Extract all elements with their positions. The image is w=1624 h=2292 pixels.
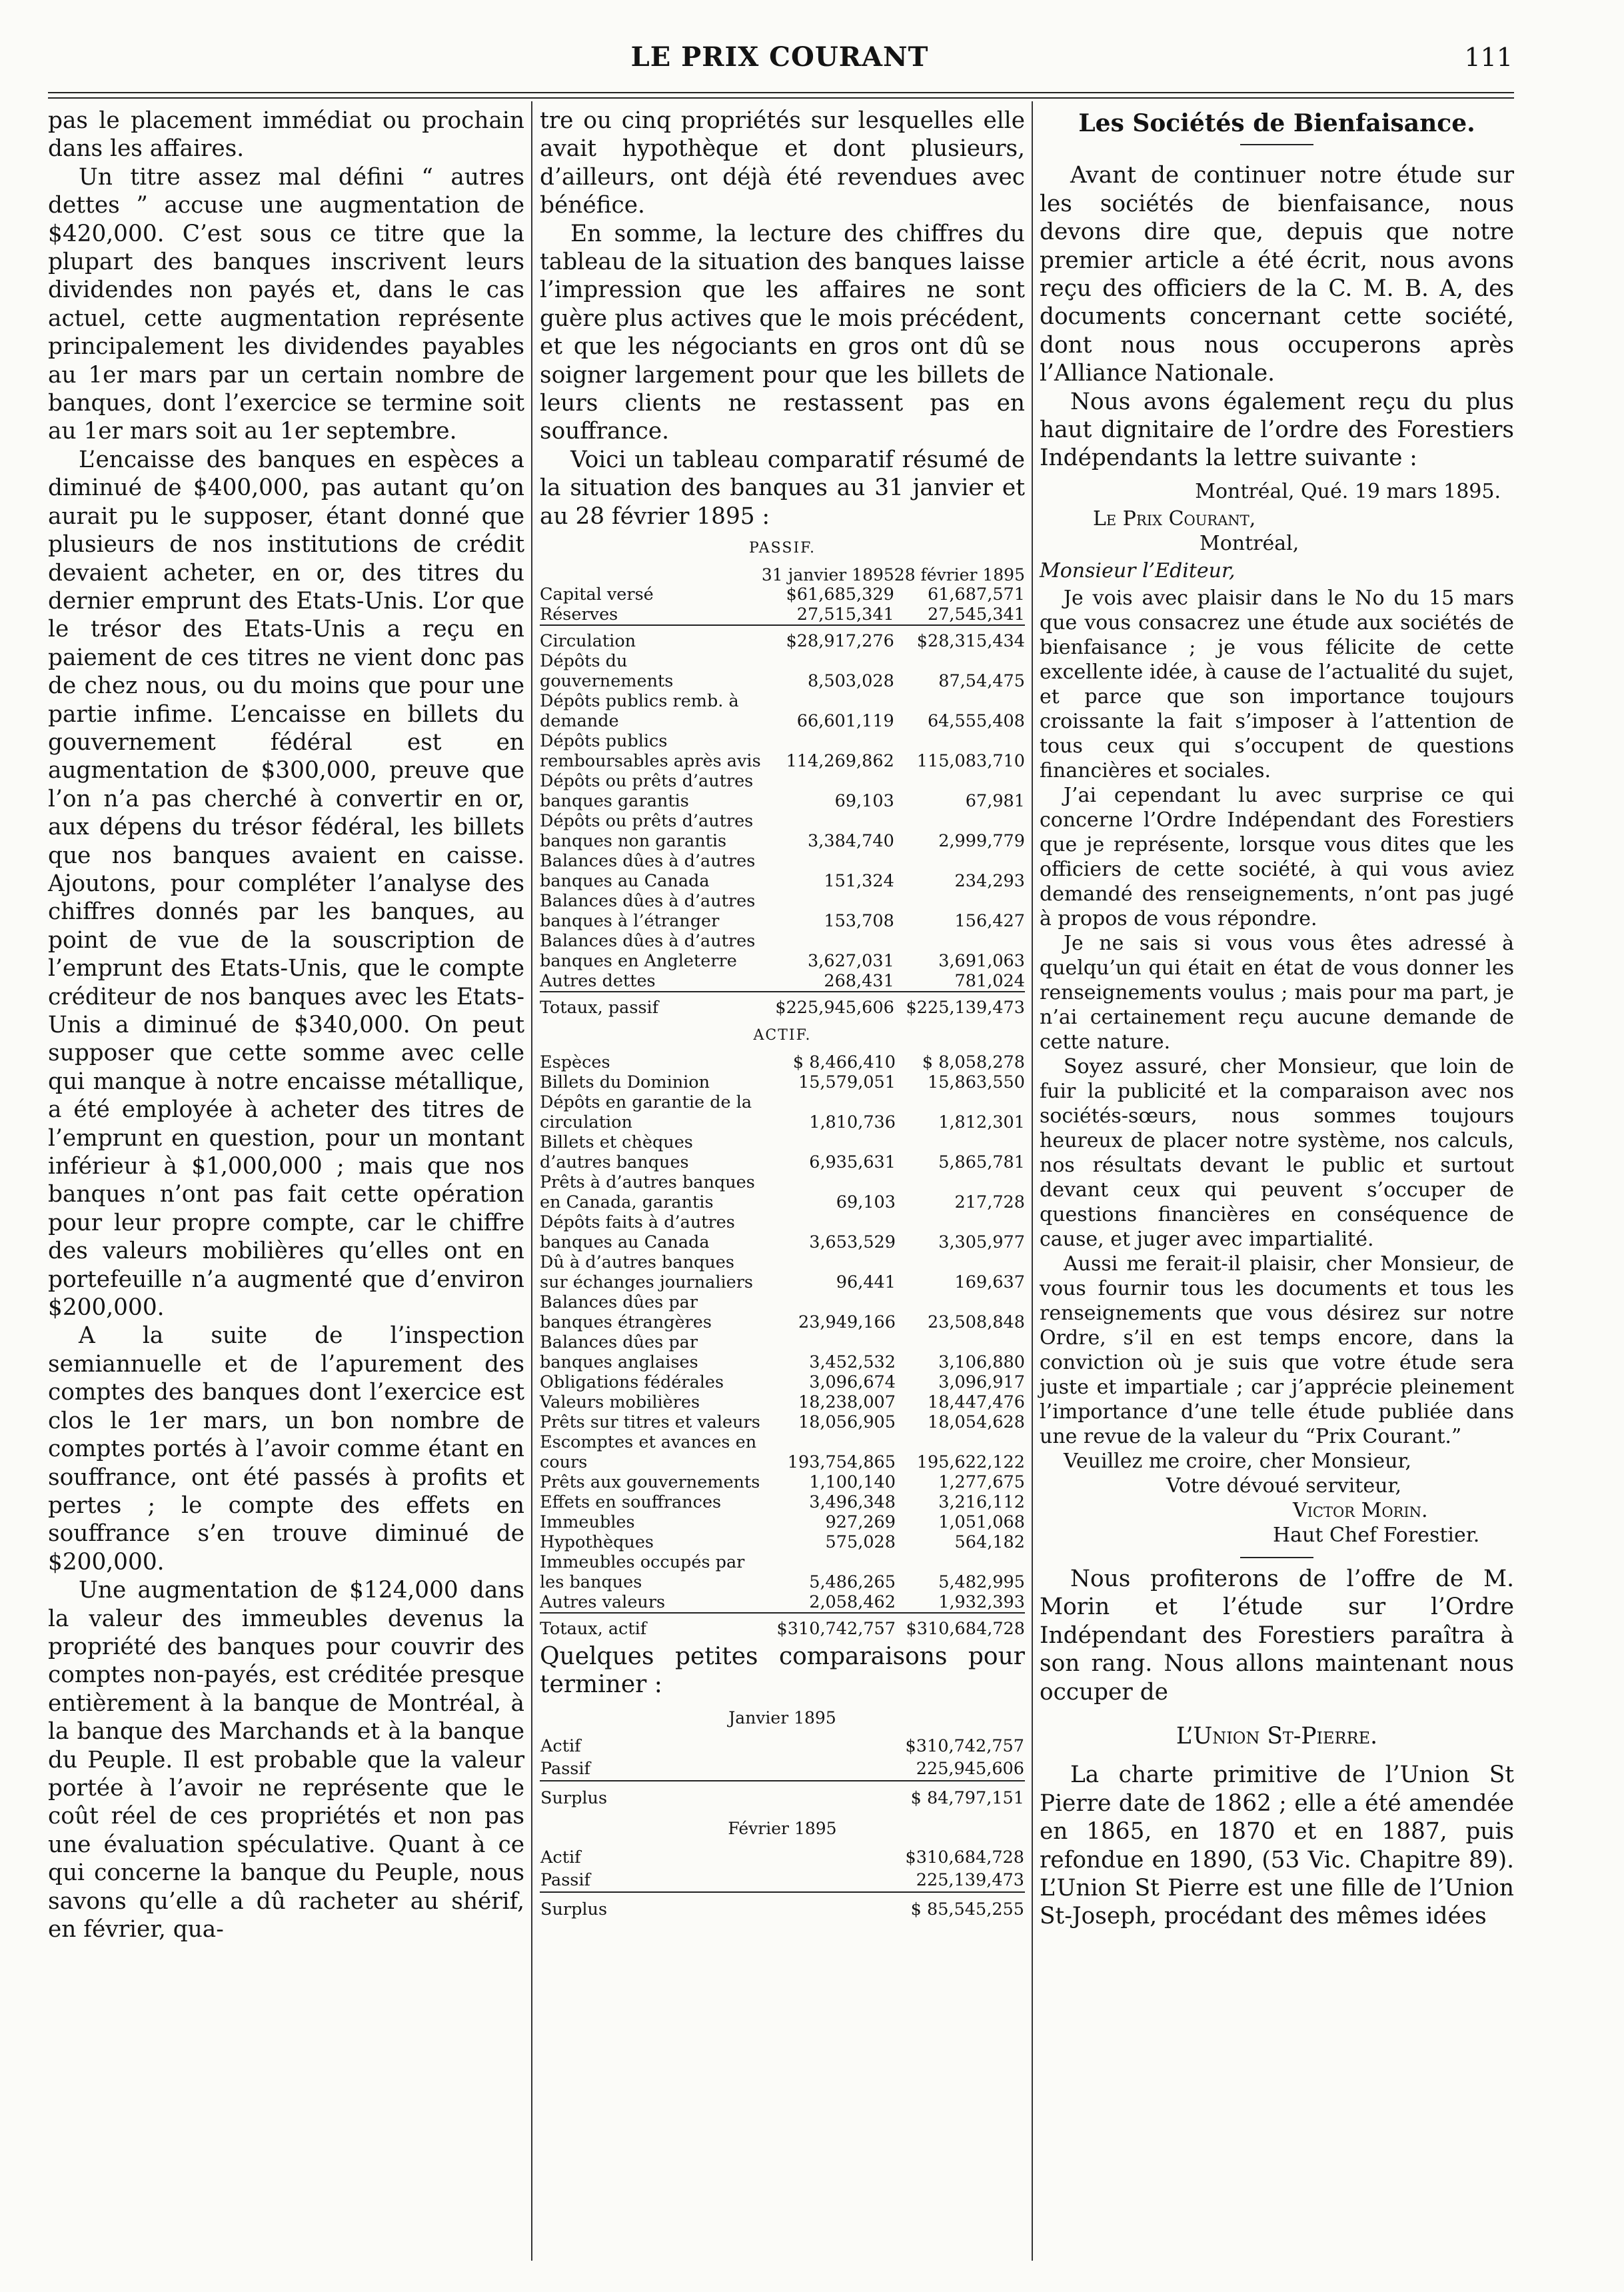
- value-january: 151,324: [824, 870, 894, 891]
- table-row: [540, 1735, 1025, 1757]
- paragraph: Nous avons également reçu du plus haut dignitaire de l’ordre des Forestiers Indépendants la lettre suivante :: [1040, 388, 1514, 472]
- table-row: [540, 1332, 1025, 1372]
- value-january: 268,431: [824, 970, 894, 991]
- row-label: Totaux, actif: [540, 1618, 647, 1639]
- letter-closing: Votre dévoué serviteur,: [1166, 1474, 1401, 1498]
- row-label: Actif: [540, 1736, 581, 1757]
- value-january: 1,810,736: [809, 1112, 896, 1132]
- row-label: Dû à d’autres banques sur échanges journaliers: [540, 1252, 754, 1292]
- value-february: 1,051,068: [938, 1512, 1025, 1532]
- row-value: $ 84,797,151: [910, 1788, 1024, 1809]
- value-february: 1,812,301: [938, 1112, 1025, 1132]
- value-january: 3,496,348: [809, 1492, 896, 1512]
- value-february: 23,508,848: [927, 1312, 1025, 1332]
- table-row: [540, 584, 1025, 604]
- table-row: [540, 1092, 1025, 1132]
- value-february: 87,54,475: [938, 670, 1025, 691]
- row-label: Dépôts ou prêts d’autres banques non garantis: [540, 810, 754, 851]
- value-february: 1,277,675: [938, 1472, 1025, 1492]
- value-january: 5,486,265: [809, 1572, 896, 1592]
- table-row: [540, 891, 1025, 931]
- divider: [1240, 1557, 1313, 1558]
- value-january: $ 8,466,410: [792, 1052, 896, 1072]
- value-february: 5,865,781: [938, 1152, 1025, 1172]
- value-january: 3,452,532: [809, 1352, 896, 1372]
- value-february: $28,315,434: [916, 630, 1025, 651]
- letter-signature: Victor Morin.: [1293, 1498, 1428, 1522]
- table-row: [540, 1172, 1025, 1212]
- table-row: [540, 651, 1025, 691]
- passif-caption: PASSIF.: [749, 540, 816, 557]
- row-label: Prêts aux gouvernements: [540, 1472, 760, 1492]
- value-february: 27,545,341: [927, 604, 1025, 624]
- comparison-subheading: Février 1895: [728, 1819, 837, 1839]
- table-rule: [540, 1781, 1025, 1787]
- table-row: [540, 1392, 1025, 1412]
- letter-signer-title: Haut Chef Forestier.: [1273, 1523, 1480, 1547]
- value-january: 8,503,028: [808, 670, 894, 691]
- value-february: $310,684,728: [906, 1618, 1025, 1639]
- value-january: 69,103: [834, 790, 894, 811]
- surplus-row: [540, 1898, 1025, 1921]
- paragraph: En somme, la lecture des chiffres du tableau de la situation des banques laisse l’impression que les affaires ne sont guère plus actives que le mois précédent, et que les négociants en gros ont dû se soigner largement pour que les billets de leurs clients ne restassent pas en souffrance.: [540, 220, 1025, 445]
- table-row: [540, 1846, 1025, 1869]
- table-row: [540, 1412, 1025, 1432]
- row-label: Circulation: [540, 630, 636, 651]
- value-january: 193,754,865: [787, 1452, 896, 1472]
- comparison-title: Quelques petites comparaisons pour terminer :: [540, 1642, 1025, 1698]
- row-label: Obligations fédérales: [540, 1372, 724, 1392]
- actif-caption: ACTIF.: [753, 1026, 812, 1044]
- table-row: [540, 1592, 1025, 1613]
- letter-paragraph: Veuillez me croire, cher Monsieur,: [1064, 1449, 1412, 1473]
- row-value: 225,945,606: [916, 1759, 1024, 1779]
- value-february: 5,482,995: [938, 1572, 1025, 1592]
- row-label: Hypothèques: [540, 1532, 654, 1552]
- table-row: [540, 604, 1025, 625]
- table-row: [540, 1552, 1025, 1592]
- bank-statement-table: [540, 1052, 1025, 1639]
- comparison-table: [540, 1735, 1025, 1809]
- letter-salutation: Monsieur l’Editeur,: [1040, 559, 1235, 582]
- column-1: [48, 107, 524, 1943]
- value-january: 1,100,140: [809, 1472, 896, 1492]
- value-january: 96,441: [836, 1272, 896, 1292]
- value-january: 6,935,631: [809, 1152, 896, 1172]
- bank-statement-table: [540, 566, 1025, 1018]
- row-label: Réserves: [540, 604, 618, 624]
- row-label: Dépôts en garantie de la circulation: [540, 1092, 752, 1132]
- table-row: [540, 731, 1025, 771]
- row-label: Balances dûes par banques étrangères: [540, 1292, 712, 1332]
- value-january: $310,742,757: [776, 1618, 896, 1639]
- value-february: 217,728: [954, 1192, 1025, 1212]
- value-february: 195,622,122: [916, 1452, 1025, 1472]
- value-february: 781,024: [954, 970, 1025, 991]
- value-january: 27,515,341: [796, 604, 894, 624]
- value-february: $ 8,058,278: [922, 1052, 1025, 1072]
- table-row: [540, 1072, 1025, 1092]
- value-january: 18,238,007: [798, 1392, 896, 1412]
- header-rule: [48, 92, 1514, 93]
- row-label: Effets en souffrances: [540, 1492, 722, 1512]
- row-label: Billets du Dominion: [540, 1072, 710, 1092]
- value-february: 64,555,408: [927, 710, 1025, 731]
- row-label: Escomptes et avances en cours: [540, 1432, 757, 1472]
- value-january: 23,949,166: [798, 1312, 896, 1332]
- paragraph: tre ou cinq propriétés sur lesquelles elle avait hypothèque et dont plusieurs, d’ailleurs, ont déjà été revendues avec bénéfice.: [540, 107, 1025, 219]
- value-february: 18,054,628: [927, 1412, 1025, 1432]
- table-row: [540, 851, 1025, 891]
- table-row: [540, 1292, 1025, 1332]
- table-row: [540, 1869, 1025, 1892]
- column-2: [540, 107, 1025, 1921]
- value-february: 564,182: [954, 1532, 1025, 1552]
- table-row: [540, 771, 1025, 811]
- value-february: 169,637: [954, 1272, 1025, 1292]
- value-january: 2,058,462: [809, 1592, 896, 1612]
- table-row: [540, 1757, 1025, 1781]
- total-row: [540, 998, 1025, 1018]
- surplus-row: [540, 1787, 1025, 1809]
- row-label: Balances dûes à d’autres banques au Canada: [540, 850, 756, 891]
- value-february: $225,139,473: [906, 997, 1025, 1018]
- table-row: [540, 1512, 1025, 1532]
- paragraph: Une augmentation de $124,000 dans la valeur des immeubles devenus la propriété des banques pour couvrir des comptes non-payés, est créditée presque entièrement à la banque de Montréal, à la banque des Marchands et à la banque du Peuple. Il est probable que la valeur portée à l’avoir ne représente que le coût réel de ces propriétés et non pas une évaluation spéculative. Quant à ce qui concerne la banque du Peuple, nous savons qu’elle a dû racheter au shérif, en février, qua-: [48, 1577, 524, 1943]
- value-january: 3,096,674: [809, 1372, 896, 1392]
- row-value: $310,684,728: [905, 1847, 1024, 1867]
- comparison-table: [540, 1846, 1025, 1921]
- divider: [1240, 144, 1313, 145]
- value-february: 3,216,112: [938, 1492, 1025, 1512]
- paragraph: A la suite de l’inspection semiannuelle et de l’apurement des comptes des banques dont l’exercice est clos le 1er mars, un bon nombre de comptes portés à l’avoir comme étant en souffrance, ont été passés à profits et pertes ; le compte des effets en souffrance s’en trouve diminué de $200,000.: [48, 1322, 524, 1576]
- value-february: 156,427: [954, 910, 1025, 931]
- value-january: 927,269: [825, 1512, 896, 1532]
- row-label: Balances dûes à d’autres banques à l’étranger: [540, 890, 756, 931]
- row-label: Espèces: [540, 1052, 610, 1072]
- table-row: [540, 1532, 1025, 1552]
- section-title: Les Sociétés de Bienfaisance.: [1078, 109, 1475, 137]
- value-february: 234,293: [954, 870, 1025, 891]
- value-february: 2,999,779: [938, 830, 1025, 851]
- value-january: 3,384,740: [808, 830, 894, 851]
- table-row: [540, 1432, 1025, 1472]
- table-rule: [540, 1892, 1025, 1898]
- value-february: 15,863,550: [927, 1072, 1025, 1092]
- value-january: 114,269,862: [786, 750, 894, 771]
- row-label: Balances dûes à d’autres banques en Angleterre: [540, 930, 756, 971]
- total-row: [540, 1619, 1025, 1639]
- comparison-subheading: Janvier 1895: [728, 1708, 836, 1727]
- subsection-title: L’Union St-Pierre.: [1176, 1722, 1378, 1749]
- value-february: 115,083,710: [916, 750, 1025, 771]
- column-divider: [531, 101, 532, 2261]
- value-february: 3,691,063: [938, 950, 1025, 971]
- letter-paragraph: J’ai cependant lu avec surprise ce qui concerne l’Ordre Indépendant des Forestiers que je représente, lorsque vous dites que les officiers de cette société, à qui vous aviez demandé des renseignements, n’ont pas jugé à propos de vous répondre.: [1040, 783, 1514, 930]
- table-header-row: [540, 566, 1025, 584]
- row-label: Passif: [540, 1759, 590, 1779]
- table-row: [540, 1212, 1025, 1252]
- table-row: [540, 971, 1025, 992]
- letter-paragraph: Je vois avec plaisir dans le No du 15 mars que vous consacrez une étude aux sociétés de bienfaisance ; je vous félicite de cette excellente idée, à cause de l’actualité du sujet, et parce que son importance toujours croissante la fait s’imposer à l’attention de tous ceux qui s’occupent de questions financières et sociales.: [1040, 586, 1514, 782]
- row-label: Prêts sur titres et valeurs: [540, 1412, 760, 1432]
- letter-paragraph: Je ne sais si vous vous êtes adressé à quelqu’un qui était en état de vous donner les renseignements voulus ; mais pour ma part, je n’ai certainement reçu aucune demande de cette nature.: [1040, 931, 1514, 1054]
- table-row: [540, 1252, 1025, 1292]
- table-rule: [540, 992, 1025, 998]
- column-3: [1040, 107, 1514, 1931]
- value-january: 66,601,119: [796, 710, 894, 731]
- value-february: 3,096,917: [938, 1372, 1025, 1392]
- row-label: Immeubles: [540, 1512, 635, 1532]
- value-february: 3,106,880: [938, 1352, 1025, 1372]
- paragraph: Un titre assez mal défini “ autres dettes ” accuse une augmentation de $420,000. C’est sous ce titre que la plupart des banques inscrivent leurs dividendes non payés et, dans le cas actuel, cette augmentation représente principalement les dividendes payables au 1er mars par un certain nombre de banques, dont l’exercice se termine soit au 1er mars soit au 1er septembre.: [48, 163, 524, 445]
- row-label: Prêts à d’autres banques en Canada, garantis: [540, 1172, 755, 1212]
- letter: [1040, 479, 1514, 1548]
- letter-dateline: Montréal, Qué. 19 mars 1895.: [1195, 479, 1501, 503]
- value-january: $28,917,276: [786, 630, 894, 651]
- table-row: [540, 1132, 1025, 1172]
- row-value: $ 85,545,255: [910, 1899, 1024, 1919]
- table-row: [540, 811, 1025, 851]
- table-row: [540, 1472, 1025, 1492]
- value-january: 69,103: [836, 1192, 896, 1212]
- row-label: Billets et chèques d’autres banques: [540, 1132, 693, 1172]
- page-number: 111: [1464, 43, 1513, 72]
- value-january: 18,056,905: [798, 1412, 896, 1432]
- letter-recipient-city: Montréal,: [1200, 531, 1299, 555]
- value-january: $61,685,329: [786, 584, 894, 604]
- table-row: [540, 931, 1025, 971]
- value-february: 67,981: [965, 790, 1025, 811]
- paragraph: L’encaisse des banques en espèces a diminué de $400,000, pas autant qu’on aurait pu le supposer, étant donné que plusieurs de nos institutions de crédit devaient acheter, en or, des titres du dernier emprunt des Etats-Unis. L’or que le trésor des Etats-Unis a reçu en paiement de ces titres ne vient donc pas de chez nous, ou du moins que pour une partie infime. L’encaisse en billets du gouvernement fédéral est en augmentation de $300,000, preuve que l’on n’a pas cherché à convertir en or, aux dépens du trésor fédéral, les billets que nos banques avaient en caisse. Ajoutons, pour compléter l’analyse des chiffres donnés par les banques, au point de vue de la souscription de l’emprunt des Etats-Unis, que le compte créditeur de nos banques avec les Etats-Unis a diminué de $340,000. On peut supposer que cette somme avec celle qui manque à notre encaisse métallique, a été employée à acheter des titres de l’emprunt en question, pour un montant inférieur à $1,000,000 ; mais que nos banques n’ont pas fait cette opération pour leur propre compte, car le chiffre des valeurs mobilières qu’elles ont en portefeuille n’a augmenté que d’environ $200,000.: [48, 446, 524, 1322]
- paragraph: Avant de continuer notre étude sur les sociétés de bienfaisance, nous devons dire que, depuis que notre premier article a été écrit, nous avons reçu des officiers de la C. M. B. A, des documents concernant cette société, dont nous nous occuperons après l’Alliance Nationale.: [1040, 162, 1514, 387]
- table-row: [540, 1052, 1025, 1072]
- value-february: 61,687,571: [927, 584, 1025, 604]
- row-value: 225,139,473: [916, 1869, 1024, 1890]
- value-february: 18,447,476: [927, 1392, 1025, 1412]
- letter-paragraph: Aussi me ferait-il plaisir, cher Monsieur, de vous fournir tous les documents et tous les renseignements que vous désirez sur notre Ordre, s’il en est temps encore, dans la conviction où je suis que votre étude sera juste et impartiale ; car j’apprécie pleinement l’importance d’une telle étude publiée dans une revue de la valeur du “Prix Courant.”: [1040, 1252, 1514, 1448]
- paragraph: pas le placement immédiat ou prochain dans les affaires.: [48, 107, 524, 163]
- journal-title: LE PRIX COURANT: [630, 41, 929, 73]
- value-january: $225,945,606: [775, 997, 894, 1018]
- row-label: Immeubles occupés par les banques: [540, 1552, 745, 1592]
- row-label: Surplus: [540, 1788, 608, 1809]
- value-january: 153,708: [824, 910, 894, 931]
- row-label: Balances dûes par banques anglaises: [540, 1332, 698, 1372]
- table-row: [540, 1492, 1025, 1512]
- row-label: Dépôts publics remboursables après avis: [540, 730, 761, 771]
- value-february: 3,305,977: [938, 1232, 1025, 1252]
- table-rule: [540, 625, 1025, 631]
- paragraph: Voici un tableau comparatif résumé de la situation des banques au 31 janvier et au 28 février 1895 :: [540, 446, 1025, 530]
- row-label: Dépôts du gouvernements: [540, 650, 674, 691]
- column-header: 28 février 1895: [894, 565, 1025, 584]
- row-label: Autres valeurs: [540, 1592, 666, 1612]
- value-february: 1,932,393: [938, 1592, 1025, 1612]
- row-label: Totaux, passif: [540, 997, 659, 1018]
- row-label: Capital versé: [540, 584, 654, 604]
- page-header: [47, 41, 1513, 81]
- row-label: Dépôts publics remb. à demande: [540, 690, 739, 731]
- value-january: 3,653,529: [809, 1232, 896, 1252]
- value-january: 575,028: [825, 1532, 896, 1552]
- column-header: 31 janvier 1895: [761, 565, 894, 584]
- row-label: Valeurs mobilières: [540, 1392, 700, 1412]
- row-label: Surplus: [540, 1899, 608, 1919]
- row-label: Actif: [540, 1847, 581, 1867]
- value-january: 3,627,031: [808, 950, 894, 971]
- row-label: Dépôts faits à d’autres banques au Canada: [540, 1212, 735, 1252]
- header-rule: [48, 97, 1514, 99]
- row-label: Dépôts ou prêts d’autres banques garantis: [540, 770, 754, 811]
- column-divider: [1032, 101, 1033, 2261]
- letter-paragraph: Soyez assuré, cher Monsieur, que loin de fuir la publicité et la comparaison avec nos sociétés-sœurs, nous sommes toujours heureux de placer notre système, nos calculs, nos résultats devant le public et surtout devant ceux qui peuvent s’occuper de questions financières en conséquence de cause, et juger avec impartialité.: [1040, 1054, 1514, 1251]
- row-value: $310,742,757: [905, 1736, 1024, 1757]
- table-row: [540, 1372, 1025, 1392]
- paragraph: Nous profiterons de l’offre de M. Morin et l’étude sur l’Ordre Indépendant des Forestiers paraîtra à son rang. Nous allons maintenant nous occuper de: [1040, 1565, 1514, 1706]
- row-label: Passif: [540, 1869, 590, 1890]
- table-rule: [540, 1613, 1025, 1619]
- row-label: Autres dettes: [540, 970, 656, 991]
- table-row: [540, 631, 1025, 651]
- letter-recipient: Le Prix Courant,: [1093, 507, 1256, 531]
- value-january: 15,579,051: [798, 1072, 896, 1092]
- paragraph: La charte primitive de l’Union St Pierre date de 1862 ; elle a été amendée en 1865, en 1870 et en 1887, puis refondue en 1890, (53 Vic. Chapitre 89). L’Union St Pierre est une fille de l’Union St-Joseph, procédant des mêmes idées: [1040, 1761, 1514, 1930]
- table-row: [540, 691, 1025, 731]
